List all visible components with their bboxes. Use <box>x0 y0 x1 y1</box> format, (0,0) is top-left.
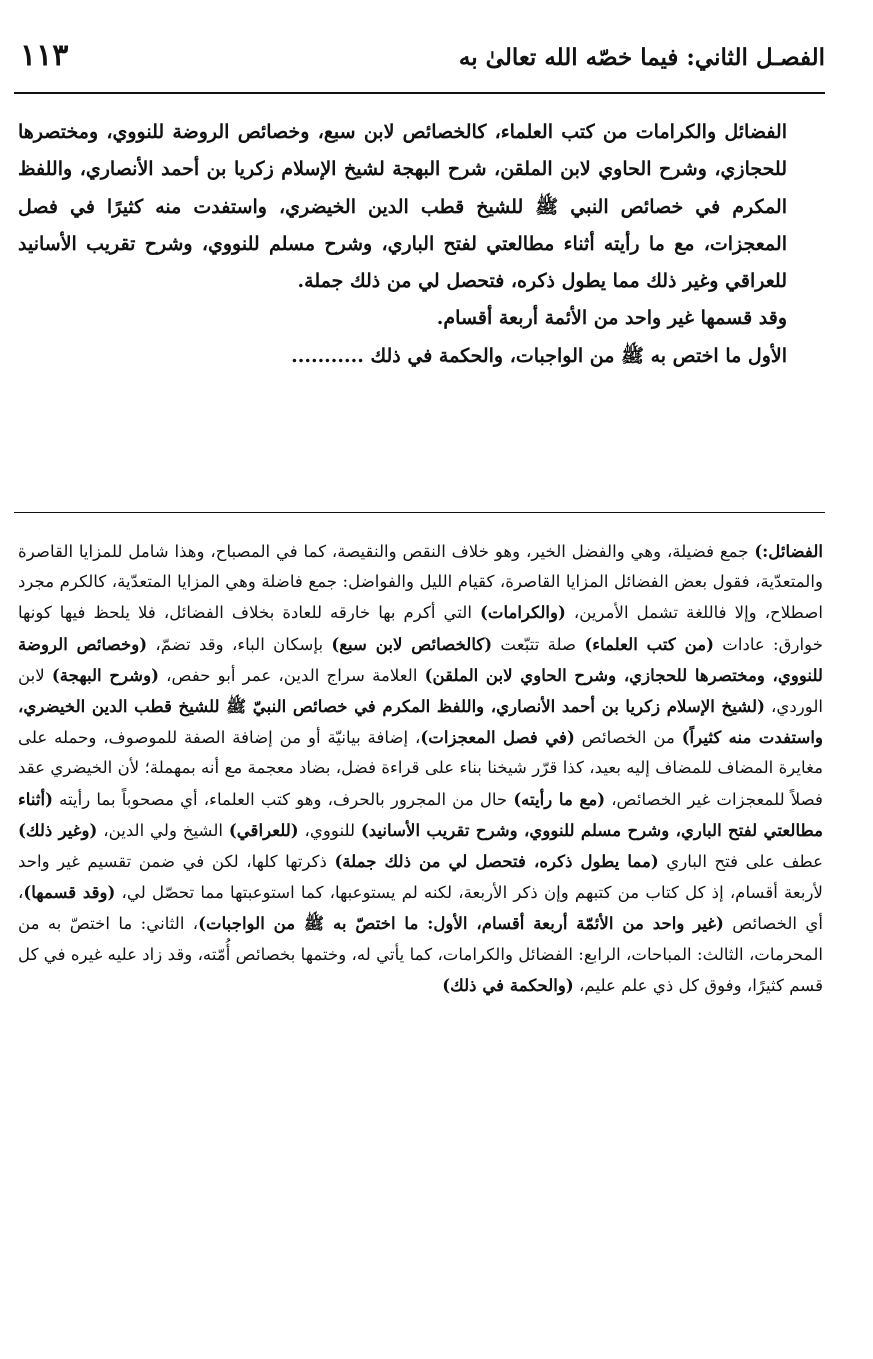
commentary-quoted-text: (أثناء مطالعتي لفتح الباري، وشرح مسلم للنووي، وشرح تقريب الأسانيد) <box>18 788 824 840</box>
main-text <box>18 114 823 375</box>
commentary-quoted-text: (وشرح البهجة) <box>51 664 159 685</box>
commentary-text: ، إضافة بيانيّة أو من إضافة الصفة للموصوف، وحمله على مغايرة المضاف للمضاف إليه بعيد، كذا قرّر شيخنا بناء على قراءة فضل، بضاد معجمة مع أنه بمهملة؛ لأن الخيضري عقد فصلاً للمعجزات غير الخصائص، <box>18 728 823 809</box>
commentary-notes <box>18 536 823 1001</box>
footnote-divider <box>14 512 825 513</box>
commentary-text: الشيخ ولي الدين، <box>97 820 229 840</box>
main-paragraph <box>18 338 823 375</box>
commentary-quoted-text: (والكرامات) <box>479 602 566 623</box>
continuation-dots: ........... <box>291 344 364 367</box>
commentary-text: لابن الوردي، <box>18 665 823 717</box>
commentary-text: بإسكان الباء، وقد تضمّ، <box>147 634 332 654</box>
page-header <box>20 38 825 92</box>
commentary-text: العلامة سراج الدين، عمر أبو حفص، <box>158 665 425 685</box>
main-paragraph: وقد قسمها غير واحد من الأئمة أربعة أقسام. <box>436 307 787 330</box>
commentary-text: التي أكرم بها خارقه للعادة بخلاف الفضائل، فلا يلحظ فيها كونها خوارق: عادات <box>18 603 823 654</box>
commentary-quoted-text: (مع ما رأيته) <box>513 788 606 809</box>
commentary-text: حال من المجرور بالحرف، وهو كتب العلماء، أي مصحوباً بما رأيته <box>52 789 514 809</box>
commentary-quoted-text: (من كتب العلماء) <box>584 633 714 654</box>
commentary-text: ، أي الخصائص <box>18 883 824 934</box>
commentary-text: صلة تتبّعت <box>492 634 585 654</box>
commentary-quoted-text: (في فصل المعجزات) <box>420 727 575 748</box>
commentary-quoted-text: (وقد قسمها) <box>23 882 116 903</box>
main-paragraph: الفضائل والكرامات من كتب العلماء، كالخصائص لابن سبع، وخصائص الروضة للنووي، ومختصرها للحجازي، وشرح الحاوي لابن الملقن، شرح البهجة لشيخ الإسلام زكريا بن أحمد الأنصاري، واللفظ المكرم في خصائص النبي ﷺ للشيخ قطب الدين الخيضري، واستفدت منه كثيرًا في فصل المعجزات، مع ما رأيته أثناء مطالعتي لفتح الباري، وشرح مسلم للنووي، وشرح تقريب الأسانيد للعراقي وغير ذلك مما يطول ذكره، فتحصل لي من ذلك جملة. <box>18 121 787 293</box>
commentary-quoted-text: (غير واحد من الأئمّة أربعة أقسام، الأول: ما اختصّ به ﷺ من الواجبات) <box>198 913 724 934</box>
page-number: ١١٣ <box>20 38 69 73</box>
commentary-text: للنووي، <box>298 820 361 840</box>
commentary-text: ، الثاني: ما اختصّ به من المحرمات، الثالث: المباحات، الرابع: الفضائل والكرامات، كما يأتي له، وختمها بخصائص أُمّته، وقد زاد عليه غيره في كل قسم كثيرًا، وفوق كل ذي علم عليم، <box>18 914 823 995</box>
chapter-title: الفصـل الثاني: فيما خصّه الله تعالىٰ به <box>458 44 825 71</box>
commentary-quoted-text: الفضائل:) <box>754 541 823 561</box>
commentary-quoted-text: (كالخصائص لابن سبع) <box>331 633 493 654</box>
header-divider <box>14 92 825 94</box>
commentary-text: جمع فضيلة، وهي والفضل الخير، وهو خلاف النقص والنقيصة، كما في المصباح، وهذا شامل للمزايا القاصرة والمتعدّية، فقول بعض الفضائل المزايا القاصرة، كقيام الليل والفواضل: جمع فاضلة وهي المزايا المتعدّية، كالكرم مجرد اصطلاح، وإلا فاللغة تشمل الأمرين، <box>18 542 823 623</box>
main-paragraph-text: الأول ما اختص به ﷺ من الواجبات، والحكمة في ذلك <box>370 344 787 367</box>
commentary-quoted-text: (وغير ذلك) <box>18 819 98 840</box>
commentary-quoted-text: (للعراقي) <box>228 819 299 840</box>
commentary-quoted-text: (والحكمة في ذلك) <box>442 974 574 995</box>
commentary-quoted-text: (لشيخ الإسلام زكريا بن أحمد الأنصاري، واللفظ المكرم في خصائص النبيّ ﷺ للشيخ قطب الدين الخيضري، واستفدت منه كثيراً) <box>18 696 824 748</box>
commentary-text: من الخصائص <box>574 728 682 748</box>
commentary-text: عطف على فتح الباري <box>658 852 824 872</box>
commentary-quoted-text: (وخصائص الروضة للنووي، ومختصرها للحجازي، وشرح الحاوي لابن الملقن) <box>18 633 823 685</box>
commentary-paragraph <box>18 536 823 1001</box>
commentary-quoted-text: (مما يطول ذكره، فتحصل لي من ذلك جملة) <box>334 851 659 872</box>
commentary-text: ذكرتها كلها، لكن في ضمن تقسيم غير واحد لأربعة أقسام، إذ كل كتاب من كتبهم وإن ذكر الأربعة، لكنه لم يستوعبها، كما استوعبتها مما تحصّل لي، <box>18 852 824 903</box>
